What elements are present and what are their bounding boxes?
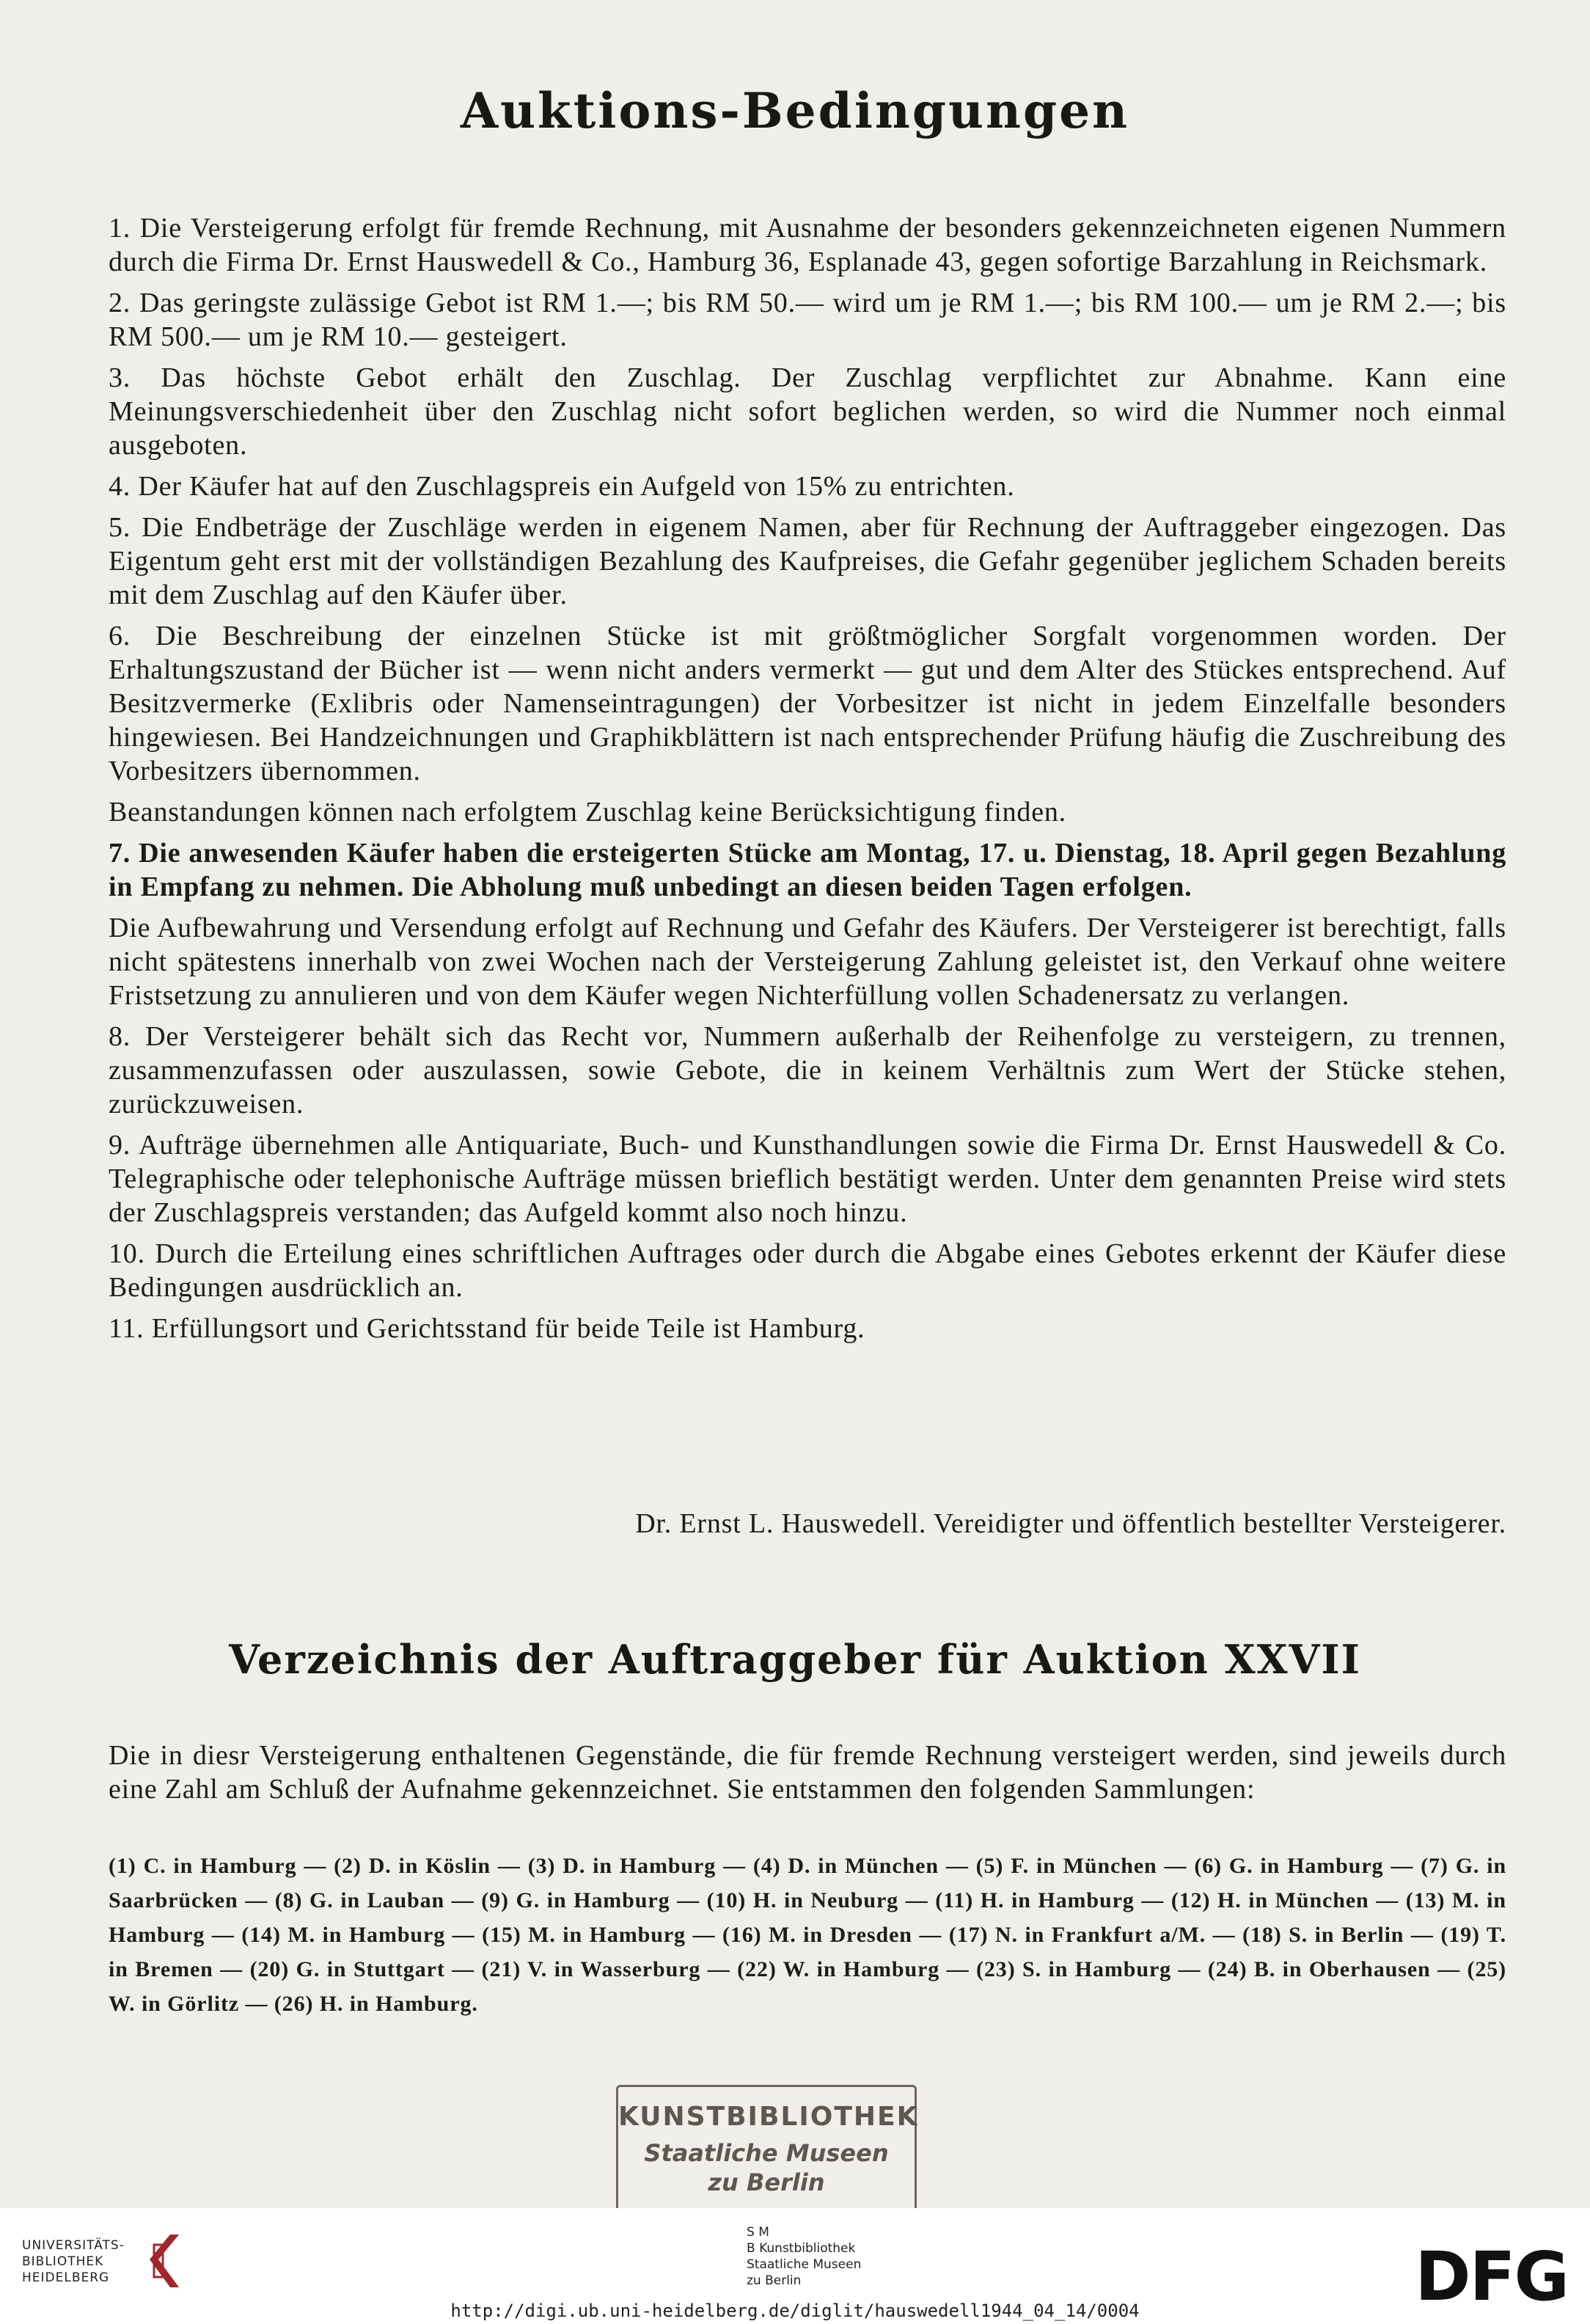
separator: — — [685, 1923, 722, 1947]
separator: — — [238, 1888, 275, 1912]
stamp-line-2: Staatliche Museen — [644, 2139, 889, 2167]
term-paragraph: 5. Die Endbeträge der Zuschläge werden in eigenem Namen, aber für Rechnung der Auftraggeber eingezogen. Das Eigentum geht erst mit der vollständigen Bezahlung des Kaufpreises, die Gefahr gegenüber jeglichem Schaden bereits mit dem Zuschlag auf den Käufer über. — [109, 512, 1506, 610]
consignors-list — [109, 1849, 1506, 2021]
consignor-entry: (6) G. in Hamburg — [1194, 1854, 1384, 1878]
consignor-entry: (19) T. in Bremen — [109, 1923, 1506, 1981]
consignor-entry: (11) H. in Hamburg — [935, 1888, 1135, 1912]
separator: — — [1171, 1957, 1208, 1981]
separator: — — [1430, 1957, 1468, 1981]
logo-line: BIBLIOTHEK — [22, 2254, 104, 2269]
separator: — — [670, 1888, 707, 1912]
consignor-entry: (14) M. in Hamburg — [241, 1923, 446, 1947]
meta-line: zu Berlin — [747, 2273, 802, 2288]
logo-line: HEIDELBERG — [22, 2270, 110, 2285]
permalink-url[interactable]: http://digi.ub.uni-heidelberg.de/diglit/hauswedell1944_04_14/0004 — [450, 2301, 1140, 2321]
consignor-entry: (26) H. in Hamburg. — [274, 1992, 478, 2016]
consignor-entry: (22) W. in Hamburg — [737, 1957, 940, 1981]
consignors-intro: Die in diesr Versteigerung enthaltenen Gegenstände, die für fremde Rechnung versteigert werden, sind jeweils durch eine Zahl am Schluß der Aufnahme gekennzeichnet. Sie entstammen den folgenden Sammlungen: — [109, 1740, 1506, 1805]
separator: — — [1157, 1854, 1195, 1878]
logo-line: UNIVERSITÄTS- — [22, 2238, 125, 2253]
page-title: Auktions-Bedingungen — [460, 82, 1130, 139]
consignor-entry: (21) V. in Wasserburg — [481, 1957, 701, 1981]
separator: — — [445, 1923, 483, 1947]
footer-bar — [0, 2208, 1590, 2324]
term-paragraph: 3. Das höchste Gebot erhält den Zuschlag. Der Zuschlag verpflichtet zur Abnahme. Kann eine Meinungsverschiedenheit über den Zuschlag nicht sofort beglichen werden, so wird die Nummer noch einmal ausgeboten. — [109, 362, 1506, 461]
separator: — — [1206, 1923, 1243, 1947]
term-paragraph: 10. Durch die Erteilung eines schriftlichen Auftrages oder durch die Abgabe eines Gebotes erkennt der Käufer diese Bedingungen ausdrücklich an. — [109, 1238, 1506, 1303]
term-paragraph: 1. Die Versteigerung erfolgt für fremde Rechnung, mit Ausnahme der besonders gekennzeichneten eigenen Nummern durch die Firma Dr. Ernst Hauswedell & Co., Hamburg 36, Esplanade 43, gegen sofortige Barzahlung in Reichsmark. — [109, 213, 1506, 277]
consignor-entry: (4) D. in München — [752, 1854, 939, 1878]
consignor-entry: (8) G. in Lauban — [274, 1888, 445, 1912]
term-paragraph: Beanstandungen können nach erfolgtem Zuschlag keine Berücksichtigung finden. — [109, 797, 1066, 827]
consignor-entry: (18) S. in Berlin — [1242, 1923, 1404, 1947]
university-library-logo[interactable] — [22, 2237, 125, 2286]
separator: — — [444, 1888, 482, 1912]
separator: — — [296, 1854, 334, 1878]
meta-line: Staatliche Museen — [747, 2257, 862, 2272]
term-paragraph: 7. Die anwesenden Käufer haben die ersteigerten Stücke am Montag, 17. u. Dienstag, 18. April gegen Bezahlung in Empfang zu nehmen. Die Abholung muß unbedingt an diesen beiden Tagen erfolgen. — [109, 838, 1506, 902]
dfg-logo[interactable]: DFG — [1415, 2237, 1568, 2316]
stamp-line-1: KUNSTBIBLIOTHEK — [618, 2102, 919, 2132]
separator: — — [1134, 1888, 1171, 1912]
separator: — — [205, 1923, 242, 1947]
separator: — — [1383, 1854, 1421, 1878]
separator: — — [939, 1957, 977, 1981]
consignor-entry: (5) F. in München — [975, 1854, 1157, 1878]
separator: — — [716, 1854, 753, 1878]
library-emblem-icon — [141, 2230, 188, 2292]
separator: — — [898, 1888, 936, 1912]
stamp-line-3: zu Berlin — [708, 2168, 825, 2196]
consignor-entry: (17) N. in Frankfurt a/M. — [948, 1923, 1206, 1947]
signature-line: Dr. Ernst L. Hauswedell. Vereidigter und öffentlich bestellter Versteigerer. — [635, 1508, 1506, 1539]
term-paragraph: 2. Das geringste zulässige Gebot ist RM 1.—; bis RM 50.— wird um je RM 1.—; bis RM 100.— um je RM 2.—; bis RM 500.— um je RM 10.— gesteigert. — [109, 288, 1506, 352]
separator: — — [491, 1854, 528, 1878]
separator: — — [938, 1854, 976, 1878]
consignor-entry: (24) B. in Oberhausen — [1207, 1957, 1431, 1981]
term-paragraph: 6. Die Beschreibung der einzelnen Stücke ist mit größtmöglicher Sorgfalt vorgenommen worden. Der Erhaltungszustand der Bücher ist — wenn nicht anders vermerkt — gut und dem Alter des Stückes entsprechend. Auf Besitzvermerke (Exlibris oder Namenseintragungen) der Vorbesitzer ist nicht in jedem Einzelfalle besonders hingewiesen. Bei Handzeichnungen und Graphikblättern ist nach entsprechender Prüfung häufig die Zuschreibung des Vorbesitzers übernommen. — [109, 621, 1506, 786]
separator: — — [444, 1957, 482, 1981]
consignor-entry: (12) H. in München — [1170, 1888, 1369, 1912]
consignor-entry: (13) M. in Hamburg — [109, 1888, 1506, 1947]
consignor-entry: (3) D. in Hamburg — [527, 1854, 717, 1878]
consignor-entry: (16) M. in Dresden — [722, 1923, 912, 1947]
consignor-entry: (25) W. in Görlitz — [109, 1957, 1507, 2016]
separator: — — [1404, 1923, 1441, 1947]
consignor-entry: (23) S. in Hamburg — [976, 1957, 1172, 1981]
separator: — — [1369, 1888, 1406, 1912]
consignor-entry: (1) C. in Hamburg — [109, 1854, 297, 1878]
separator: — — [912, 1923, 949, 1947]
term-paragraph: Die Aufbewahrung und Versendung erfolgt auf Rechnung und Gefahr des Käufers. Der Versteigerer ist berechtigt, falls nicht spätestens innerhalb von zwei Wochen nach der Versteigerung Zahlung geleistet ist, den Verkauf ohne weitere Fristsetzung zu annulieren und von dem Käufer wegen Nichterfüllung vollen Schadenersatz zu verlangen. — [109, 913, 1506, 1011]
meta-line: S M — [747, 2225, 769, 2240]
library-stamp — [616, 2085, 917, 2213]
consignor-entry: (15) M. in Hamburg — [482, 1923, 686, 1947]
terms-list — [109, 211, 1506, 1353]
term-paragraph: 8. Der Versteigerer behält sich das Recht vor, Nummern außerhalb der Reihenfolge zu versteigern, zu trennen, zusammenzufassen oder auszulassen, sowie Gebote, die in keinem Verhältnis zum Wert der Stücke stehen, zurückzuweisen. — [109, 1021, 1506, 1119]
section-title-consignors: Verzeichnis der Auftraggeber für Auktion XXVII — [229, 1636, 1361, 1683]
meta-line: B Kunstbibliothek — [747, 2241, 856, 2256]
term-paragraph: 4. Der Käufer hat auf den Zuschlagspreis ein Aufgeld von 15% zu entrichten. — [109, 471, 1015, 502]
separator: — — [239, 1992, 274, 2016]
term-paragraph: 9. Aufträge übernehmen alle Antiquariate, Buch- und Kunsthandlungen sowie die Firma Dr. Ernst Hauswedell & Co. Telegraphische oder telephonische Aufträge müssen brieflich bestätigt werden. Unter dem genannten Preise wird stets der Zuschlagspreis verstanden; das Aufgeld kommt also noch hinzu. — [109, 1130, 1506, 1228]
consignor-entry: (10) H. in Neuburg — [706, 1888, 899, 1912]
consignor-entry: (20) G. in Stuttgart — [249, 1957, 445, 1981]
consignor-entry: (9) G. in Hamburg — [481, 1888, 670, 1912]
consignor-entry: (2) D. in Köslin — [334, 1854, 491, 1878]
term-paragraph: 11. Erfüllungsort und Gerichtsstand für beide Teile ist Hamburg. — [109, 1313, 865, 1344]
separator: — — [213, 1957, 250, 1981]
consignor-entry: (7) G. in Saarbrücken — [109, 1854, 1507, 1912]
separator: — — [700, 1957, 738, 1981]
footer-metadata — [747, 2224, 861, 2289]
